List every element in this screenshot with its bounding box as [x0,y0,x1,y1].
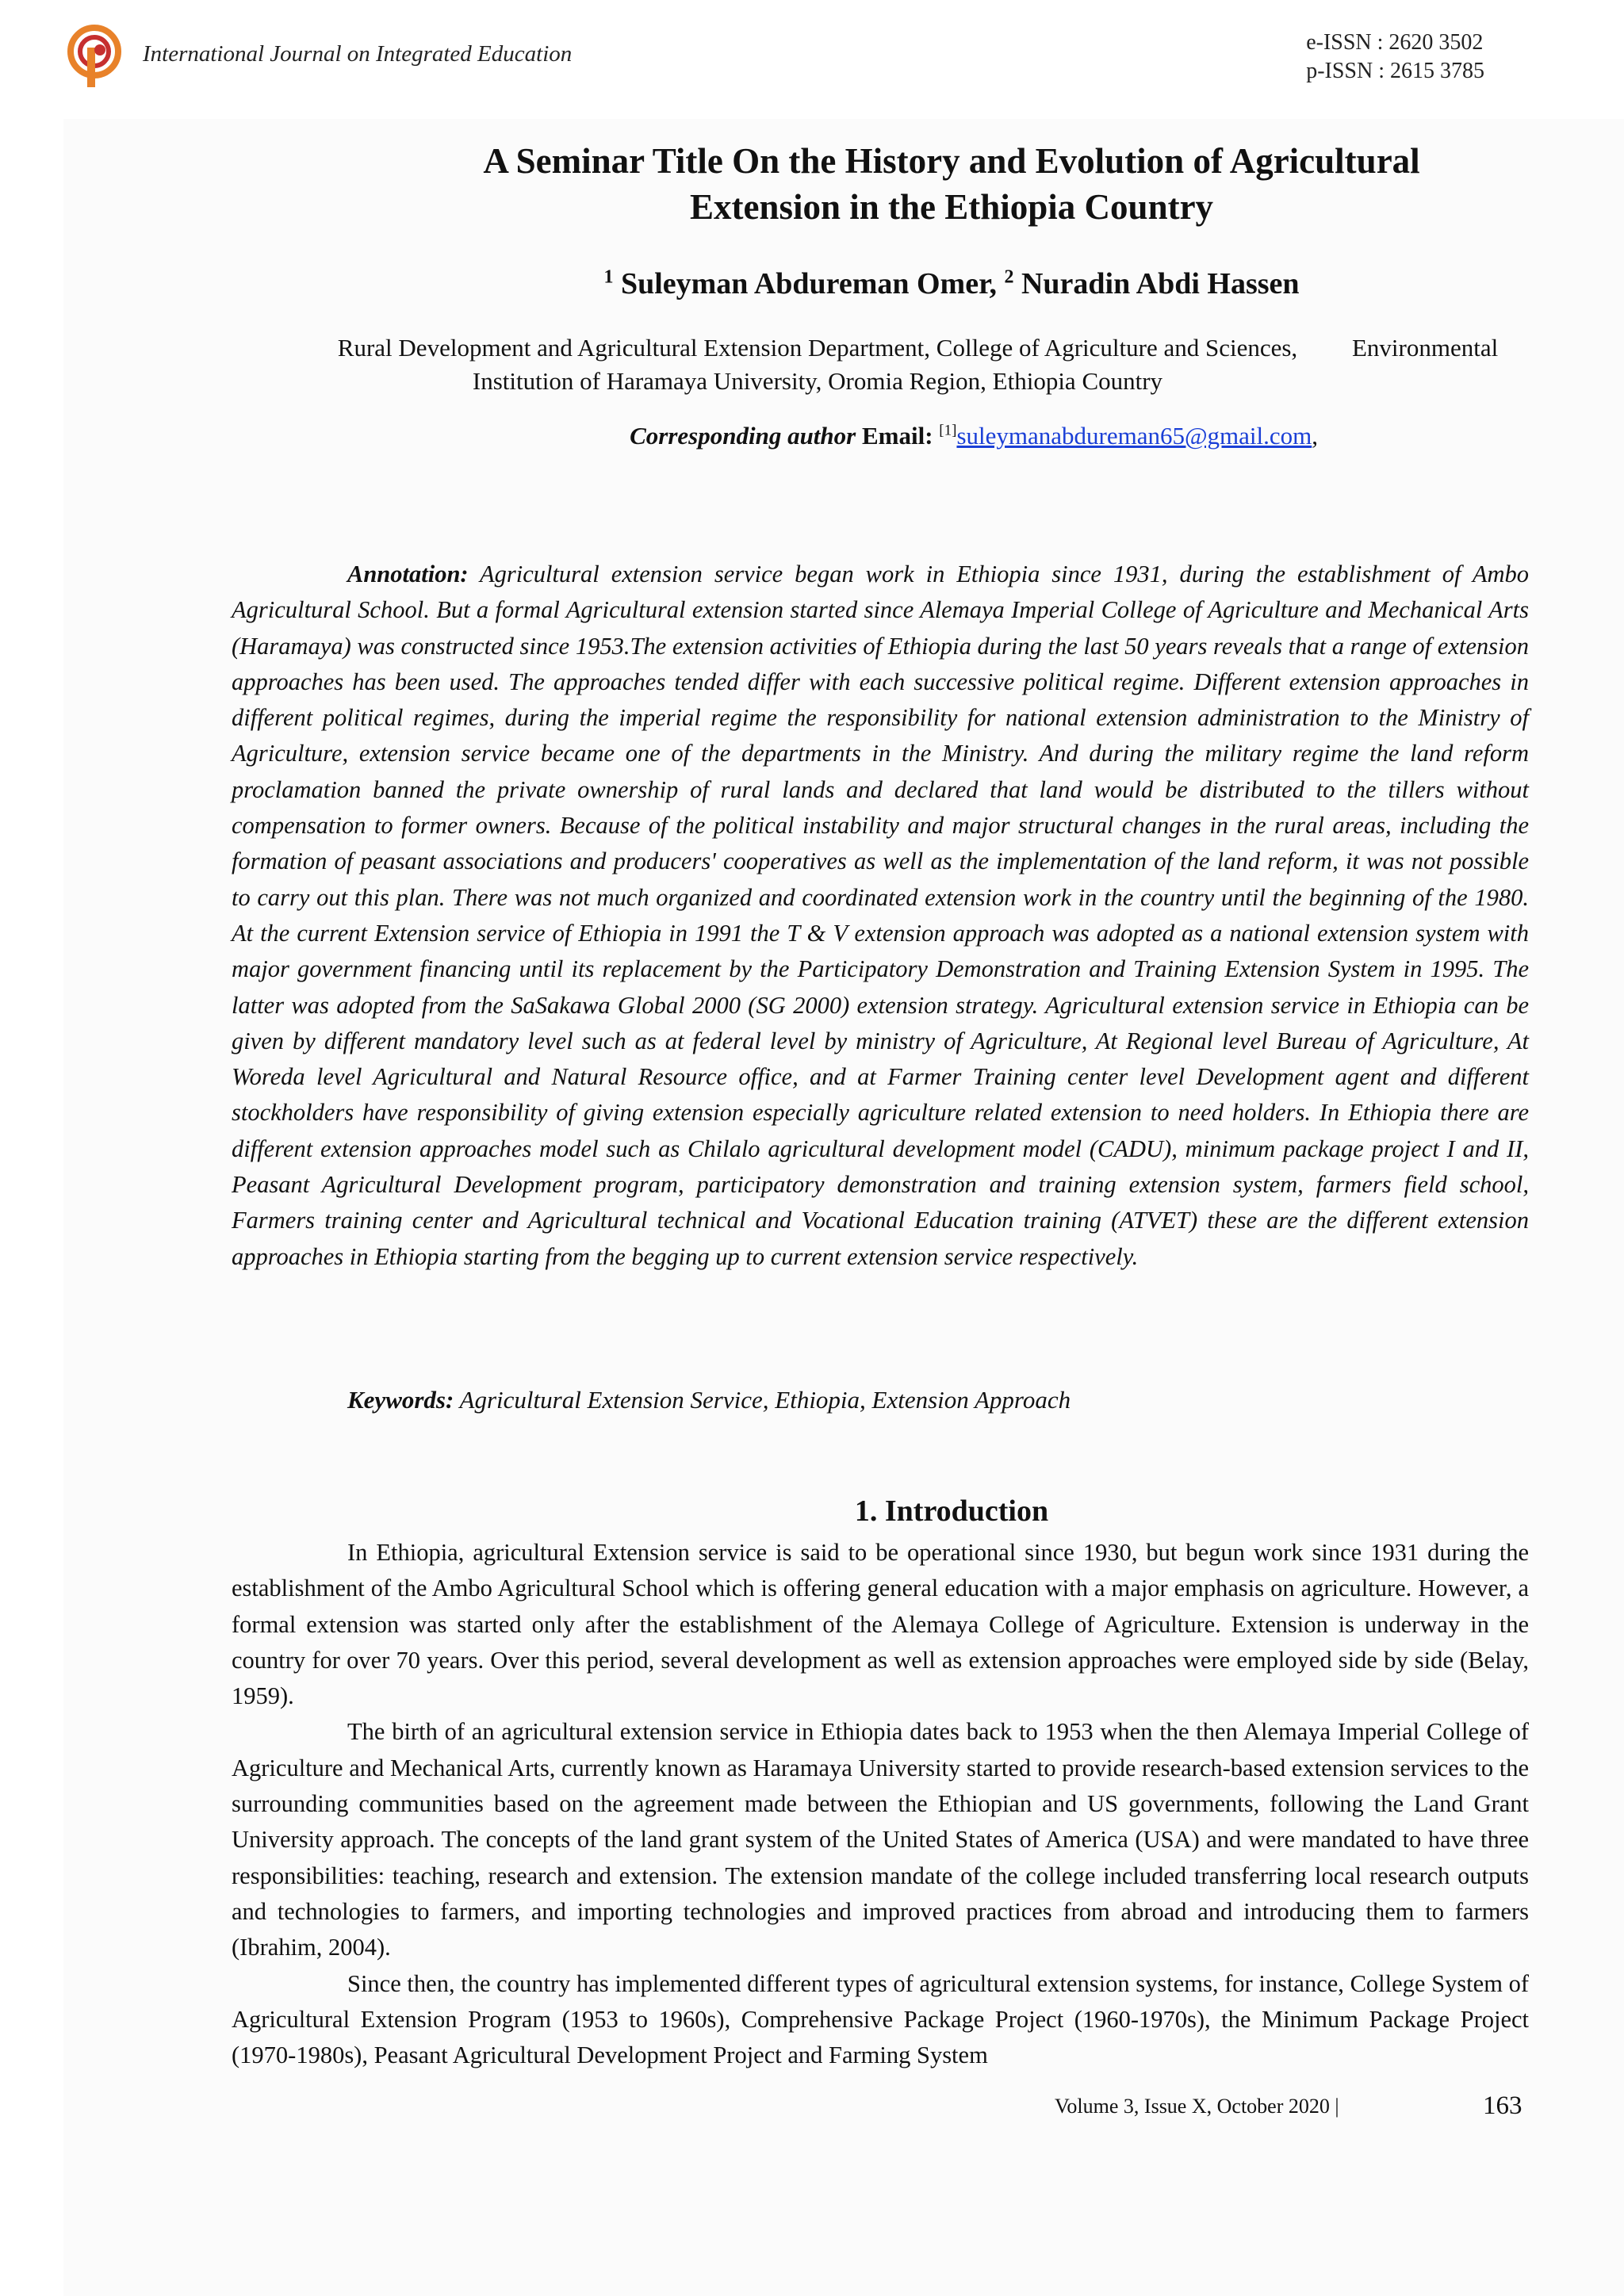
author-2-name: Nuradin Abdi Hassen [1021,267,1300,300]
author-1-name: Suleyman Abdureman Omer, [620,267,997,300]
intro-paragraph-3: Since then, the country has implemented different types of agricultural extension systems, for instance, College System of Agricultural Extension Program (1953 to 1960s), Comprehensive Package Project (1960-1970s), the Minimum Package Project (1970-1980s), Peasant Agricultural Development Project and Farming System [232,1969,1529,2069]
corresponding-label: Corresponding author [630,422,856,450]
page-number: 163 [1483,2091,1522,2120]
title-line-1: A Seminar Title On the History and Evolution of Agricultural [483,141,1420,181]
email-suffix: , [1312,422,1318,450]
keywords [347,1386,1071,1414]
corresponding-author [317,422,1318,450]
issn-block [1306,29,1484,86]
abstract-label: Annotation: [347,561,469,587]
keywords-label: Keywords: [347,1386,454,1414]
email-label: Email: [861,422,933,450]
affiliation: Rural Development and Agricultural Extension Department, College of Agriculture and Sciences, Institution of Haramaya University, Oromia Region, Ethiopia Country [337,334,1298,395]
footer-volume: Volume 3, Issue X, October 2020 | [1055,2095,1339,2118]
title-line-2: Extension in the Ethiopia Country [689,187,1214,227]
introduction-body [232,1535,1529,2073]
section-heading-introduction: 1. Introduction [854,1494,1049,1528]
email-ref: [1] [939,422,957,439]
abstract [232,557,1529,1275]
article-title [317,138,1586,230]
author-2-number: 2 [1004,266,1014,288]
abstract-text: Agricultural extension service began work in Ethiopia since 1931, during the establishment of Ambo Agricultural School. But a formal Agricultural extension started since Alemaya Imperial College of Agriculture and Mechanical Arts (Haramaya) was constructed since 1953.The extension activities of Ethiopia during the last 50 years reveals that a range of extension approaches has been used. The approaches tended differ with each successive political regime. Different extension approaches in different political regimes, during the imperial regime the responsibility for national extension administration to the Ministry of Agriculture, extension service became one of the departments in the Ministry. And during the military regime the land reform proclamation banned the private ownership of rural lands and declared that land would be distributed to the tillers without compensation to former owners. Because of the political instability and major structural changes in the rural areas, including the formation of peasant associations and producers' cooperatives as well as the implementation of the land reform, it was not possible to carry out this plan. There was not much organized and coordinated extension work in the country until the beginning of the 1980. At the current Extension service of Ethiopia in 1991 the T & V extension approach was adopted as a national extension system with major government financing until its replacement by the Participatory Demonstration and Training Extension System in 1995. The latter was adopted from the SaSakawa Global 2000 (SG 2000) extension strategy. Agricultural extension service in Ethiopia can be given by different mandatory level such as at federal level by ministry of Agriculture, At Regional level Bureau of Agriculture, At Woreda level Agricultural and Natural Resource office, and at Farmer Training center level Development agent and different stockholders have responsibility of giving extension especially agriculture related extension to need holders. In Ethiopia there are different extension approaches model such as Chilalo agricultural development model (CADU), minimum package project I and II, Peasant Agricultural Development program, participatory demonstration and training extension system, farmers field school, Farmers training center and Agricultural technical and Vocational Education training (ATVET) these are the different extension approaches in Ethiopia starting from the begging up to current extension service respectively. [232,561,1529,1270]
journal-logo-icon [67,24,122,90]
keywords-text: Agricultural Extension Service, Ethiopia, Extension Approach [459,1386,1071,1414]
eissn: e-ISSN : 2620 3502 [1306,30,1484,55]
email-link[interactable]: suleymanabdureman65@gmail.com [956,422,1312,450]
pissn: p-ISSN : 2615 3785 [1306,59,1484,83]
intro-paragraph-2: The birth of an agricultural extension service in Ethiopia dates back to 1953 when the then Alemaya Imperial College of Agriculture and Mechanical Arts, currently known as Haramaya University started to provide research-based extension services to the surrounding communities based on the agreement made between the Ethiopian and US governments, following the Land Grant University approach. The concepts of the land grant system of the United States of America (USA) and were mandated to have three responsibilities: teaching, research and extension. The extension mandate of the college included transferring local research outputs and technologies to farmers, and importing technologies and improved practices from abroad and introducing them to farmers (Ibrahim, 2004). [232,1718,1529,1961]
intro-paragraph-1: In Ethiopia, agricultural Extension service is said to be operational since 1930, but begun work since 1931 during the establishment of the Ambo Agricultural School which is offering general education with a major emphasis on agriculture. However, a formal extension was started only after the establishment of the Alemaya College of Agriculture. Extension is underway in the country for over 70 years. Over this period, several development as well as extension approaches were employed side by side (Belay, 1959). [232,1539,1529,1710]
author-list [476,266,1427,301]
affiliation-extra: Environmental [1352,334,1499,362]
journal-name: International Journal on Integrated Education [143,41,573,67]
author-1-number: 1 [603,266,614,288]
